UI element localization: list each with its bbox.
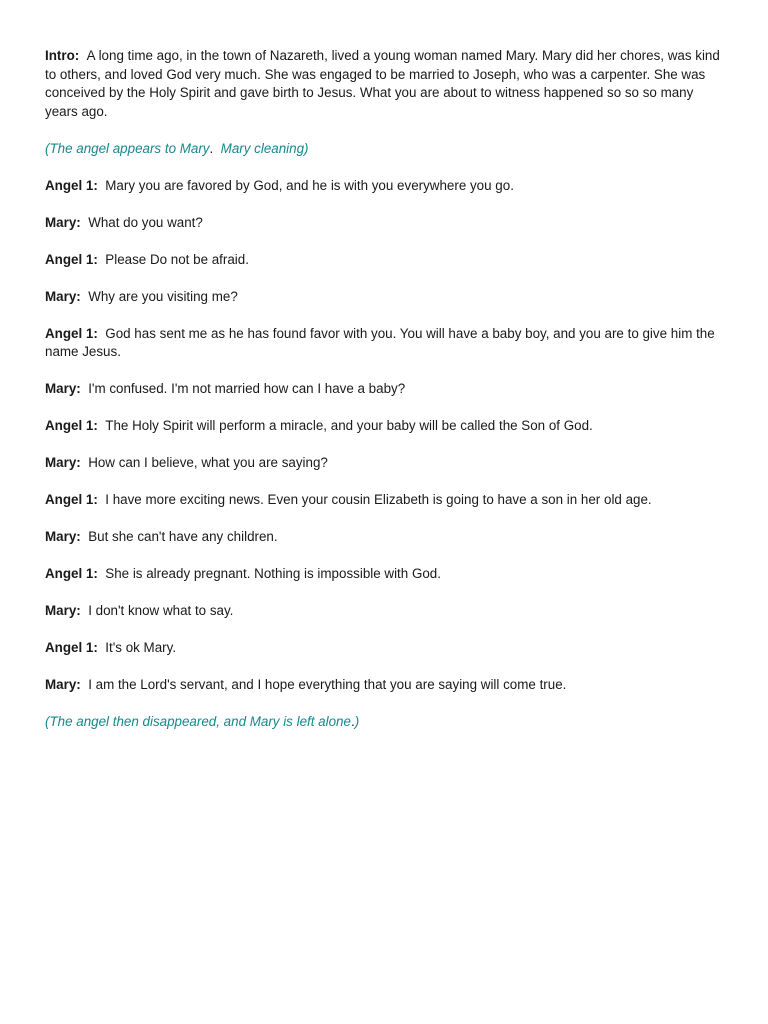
speaker-label: Angel 1: xyxy=(45,640,98,656)
dialogue-text: I'm confused. I'm not married how can I have a baby? xyxy=(88,381,406,397)
speaker-label: Mary: xyxy=(45,529,81,545)
dialogue-text: The Holy Spirit will perform a miracle, and your baby will be called the Son of God. xyxy=(105,418,593,434)
dialogue-text: Mary you are favored by God, and he is with you everywhere you go. xyxy=(105,177,514,193)
speaker-label: Mary: xyxy=(45,214,81,230)
dialogue-text: Please Do not be afraid. xyxy=(105,251,249,267)
dialogue-line xyxy=(45,454,725,473)
dialogue-line xyxy=(45,177,725,196)
speaker-label: Angel 1: xyxy=(45,325,98,341)
stage-direction-text: ) xyxy=(354,714,360,730)
dialogue-text: I don't know what to say. xyxy=(88,603,234,619)
dialogue-line xyxy=(45,528,725,547)
speaker-label: Angel 1: xyxy=(45,566,98,582)
dialogue-text: What do you want? xyxy=(88,214,203,230)
speaker-label: Mary: xyxy=(45,381,81,397)
stage-direction xyxy=(45,713,725,732)
intro-text: A long time ago, in the town of Nazareth, lived a young woman named Mary. Mary did her chores, was kind to others, and loved God very much. She was engaged to be married to Joseph, who was a carpenter. She was conceived by the Holy Spirit and gave birth to Jesus. What you are about to witness happened so so so many years ago. xyxy=(45,48,720,119)
dialogue-text: She is already pregnant. Nothing is impossible with God. xyxy=(105,566,441,582)
dialogue-line xyxy=(45,214,725,233)
dialogue-text: How can I believe, what you are saying? xyxy=(88,455,328,471)
dialogue-line xyxy=(45,325,725,362)
stage-direction-punct: . xyxy=(209,140,214,156)
dialogue-line xyxy=(45,676,725,695)
dialogue-line xyxy=(45,417,725,436)
dialogue-line xyxy=(45,380,725,399)
speaker-label: Mary: xyxy=(45,603,81,619)
dialogue-text: Why are you visiting me? xyxy=(88,288,238,304)
stage-direction-text: (The angel appears to Mary xyxy=(45,140,210,156)
dialogue-line xyxy=(45,491,725,510)
dialogue-line xyxy=(45,288,725,307)
dialogue-text: I have more exciting news. Even your cousin Elizabeth is going to have a son in her old age. xyxy=(105,492,652,508)
dialogue-line xyxy=(45,251,725,270)
script-page xyxy=(45,47,725,750)
stage-direction-text: Mary cleaning) xyxy=(213,140,309,156)
speaker-label: Mary: xyxy=(45,677,81,693)
speaker-label: Mary: xyxy=(45,288,81,304)
dialogue-text: It's ok Mary. xyxy=(105,640,177,656)
speaker-label: Intro: xyxy=(45,48,80,63)
intro-paragraph xyxy=(45,47,725,121)
dialogue-text: God has sent me as he has found favor with you. You will have a baby boy, and you are to give him the name Jesus. xyxy=(45,325,715,360)
speaker-label: Angel 1: xyxy=(45,492,98,508)
dialogue-line xyxy=(45,602,725,621)
speaker-label: Angel 1: xyxy=(45,251,98,267)
speaker-label: Angel 1: xyxy=(45,177,98,193)
stage-direction-text: (The angel then disappeared, and Mary is left alone xyxy=(45,714,351,730)
dialogue-line xyxy=(45,565,725,584)
dialogue-text: I am the Lord's servant, and I hope everything that you are saying will come true. xyxy=(88,677,567,693)
dialogue-text: But she can't have any children. xyxy=(88,529,278,545)
speaker-label: Mary: xyxy=(45,455,81,471)
dialogue-line xyxy=(45,639,725,658)
stage-direction xyxy=(45,140,725,159)
stage-direction-punct: . xyxy=(350,714,355,730)
speaker-label: Angel 1: xyxy=(45,418,98,434)
